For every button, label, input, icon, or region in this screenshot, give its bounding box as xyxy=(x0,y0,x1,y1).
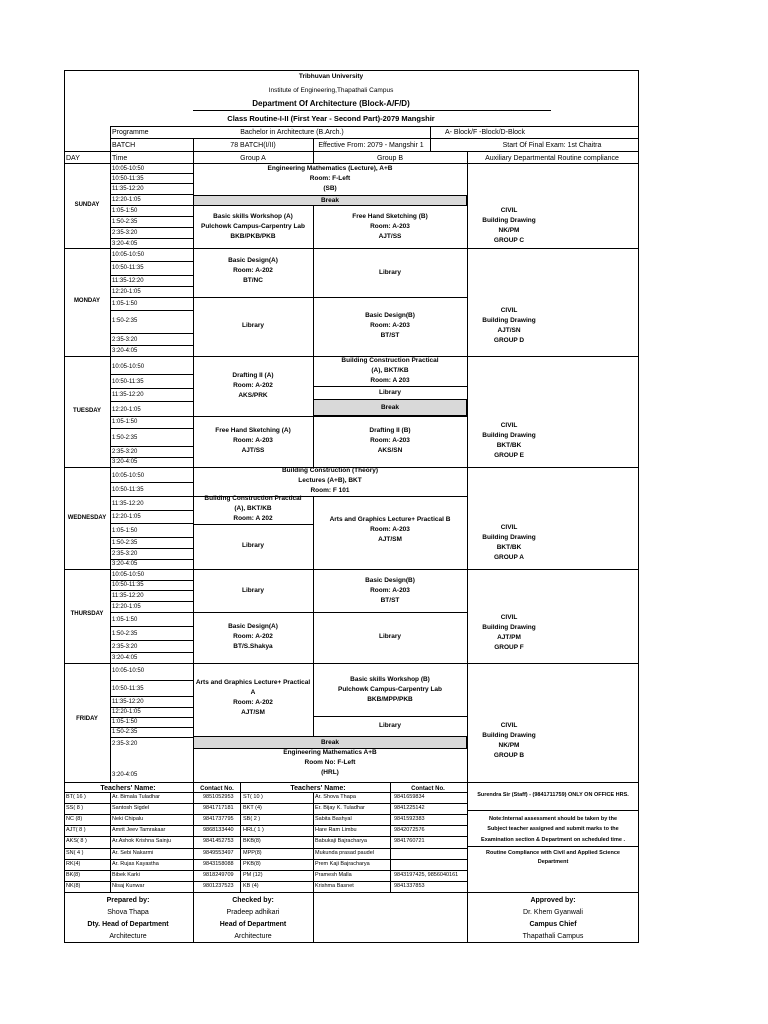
friday-math-lecture: Engineering Mathematics A+B Room No: F-Left (HRL) xyxy=(283,749,377,776)
sunday-math-lecture: Engineering Mathematics (Lecture), A+B Room: F-Left (SB) xyxy=(267,165,393,192)
time-slot: 11:35-12:20 xyxy=(112,501,144,507)
tuesday-library: Library xyxy=(378,388,402,396)
day-sunday: SUNDAY xyxy=(74,202,100,208)
effective-from: Effective From: 2079 - Mangshir 1 xyxy=(318,142,424,149)
day-label: DAY xyxy=(66,155,80,162)
friday-group-b-1: Basic skills Workshop (B) Pulchowk Campus-Carpentry Lab BKB/MPP/PKB xyxy=(337,676,443,703)
teacher-contact: 9841592383 xyxy=(394,816,425,823)
time-slot: 3:20-4:05 xyxy=(112,772,138,778)
teacher-code: BK(8) xyxy=(66,871,81,878)
department-name: Department Of Architecture (Block-A/F/D) xyxy=(252,99,410,108)
teacher-code: ST( 10 ) xyxy=(243,794,263,800)
teacher-name: Nisaj Kunwar xyxy=(112,882,145,889)
teacher-name: Hare Ram Limbu xyxy=(315,827,357,834)
teacher-code: BT( 16 ) xyxy=(66,794,86,800)
time-slot: 1:05-1:50 xyxy=(112,719,138,725)
tuesday-group-b-2: Drafting II (B) Room: A-203 AKS/SN xyxy=(369,427,411,454)
time-slot: 12:20-1:05 xyxy=(112,197,141,203)
teachers-header-left: Teachers' Name: xyxy=(100,785,156,792)
institute-name: Institute of Engineering,Thapathali Campus xyxy=(268,87,394,94)
teacher-contact: 9868133440 xyxy=(203,827,234,834)
batch-label: BATCH xyxy=(112,142,136,149)
teacher-contact: 9841225142 xyxy=(394,805,425,812)
approved-label: Approved by: xyxy=(530,897,576,904)
teacher-name: Pramesh Malla xyxy=(315,871,352,878)
checked-label: Checked by: xyxy=(232,897,274,904)
teacher-contact: 9843197425, 9856040161 xyxy=(394,871,459,878)
teacher-contact: 9841452753 xyxy=(203,838,234,845)
time-slot: 2:35-3:20 xyxy=(112,741,138,747)
prepared-dept: Architecture xyxy=(109,933,147,940)
group-a-label: Group A xyxy=(240,155,266,162)
teacher-name: Neki Chipalu xyxy=(112,816,144,823)
note-line: Subject teacher assigned and submit marks to the xyxy=(487,826,619,832)
time-slot: 3:20-4:05 xyxy=(112,655,138,661)
teacher-code: SB( 2 ) xyxy=(243,816,261,823)
wednesday-group-b: Arts and Graphics Lecture+ Practical B Room: A-203 AJT/SM xyxy=(329,516,451,543)
auxiliary-label: Auxiliary Departmental Routine compliance xyxy=(485,155,619,162)
time-slot: 1:50-2:35 xyxy=(112,729,138,735)
surendra-note: Surendra Sir (Staff) - (9841711759) ONLY ON OFFICE HRS. xyxy=(477,792,629,798)
time-slot: 10:50-11:35 xyxy=(112,265,144,271)
teacher-code: KB (4) xyxy=(243,882,259,889)
teacher-code: MPP(8) xyxy=(243,849,262,856)
contact-header-right: Contact No. xyxy=(411,786,445,792)
time-slot: 2:35-3:20 xyxy=(112,449,138,455)
programme-label: Programme xyxy=(112,129,149,136)
teacher-contact: 9841659834 xyxy=(394,794,425,800)
checked-title: Head of Department xyxy=(219,921,287,928)
batch-value: 78 BATCH(I/II) xyxy=(230,142,276,149)
time-slot: 10:05-10:50 xyxy=(112,364,145,370)
teacher-name: Ar. Rujas Kayastha xyxy=(112,860,159,867)
time-slot: 1:05-1:50 xyxy=(112,617,138,623)
teacher-contact: 9841760721 xyxy=(394,838,425,845)
time-slot: 1:05-1:50 xyxy=(112,301,138,307)
day-thursday: THURSDAY xyxy=(70,611,104,617)
prepared-title: Dty. Head of Department xyxy=(87,921,169,928)
group-b-label: Group B xyxy=(376,155,404,162)
teacher-code: PM (12) xyxy=(243,871,263,878)
wednesday-construction-theory: Building Construction (Theory) Lectures (A+B), BKT Room: F 101 xyxy=(281,466,379,494)
time-slot: 3:20-4:05 xyxy=(112,348,138,354)
tuesday-break: Break xyxy=(313,399,467,416)
teacher-code: NK(8) xyxy=(66,882,81,889)
time-slot: 10:05-10:50 xyxy=(112,668,145,674)
time-slot: 12:20-1:05 xyxy=(112,289,141,295)
teacher-code: AJT( 8 ) xyxy=(66,827,86,834)
teacher-code: AKS( 8 ) xyxy=(66,838,87,845)
teacher-name: Santosh Sigdel xyxy=(112,805,149,812)
time-slot: 11:35-12:20 xyxy=(112,699,144,705)
teacher-contact: 9841737795 xyxy=(203,816,234,823)
time-slot: 3:20-4:05 xyxy=(112,459,138,465)
time-slot: 2:35-3:20 xyxy=(112,644,138,650)
teacher-name: Mukunda prasad paudel xyxy=(315,849,375,856)
teacher-name: Ar.Ashok Krishna Sainju xyxy=(112,838,172,845)
day-wednesday: WEDNESDAY xyxy=(67,515,107,521)
teacher-contact: 9841717181 xyxy=(203,805,234,812)
teacher-name: Ar. Shova Thapa xyxy=(315,794,356,800)
compliance-line: Routine Compliance with Civil and Applied Science xyxy=(486,850,620,856)
wednesday-group-a-2: Library xyxy=(241,542,265,549)
teacher-name: Ar. Sebi Nakarmi xyxy=(112,849,154,856)
teacher-code: PKB(8) xyxy=(243,860,261,867)
teacher-contact: 9801237523 xyxy=(203,882,234,889)
teacher-code: SN( 4 ) xyxy=(66,849,84,856)
time-slot: 10:50-11:35 xyxy=(112,379,144,385)
time-slot: 2:35-3:20 xyxy=(112,230,138,236)
time-slot: 11:35-12:20 xyxy=(112,186,144,192)
time-slot: 1:50-2:35 xyxy=(112,631,138,637)
thursday-group-a-1: Library xyxy=(241,587,265,594)
monday-group-a-1: Basic Design(A) Room: A-202 BT/NC xyxy=(228,257,278,284)
thursday-aux: CIVIL Building Drawing AJT/PM GROUP F xyxy=(482,614,536,651)
teacher-code: BKB(8) xyxy=(243,838,261,845)
time-slot: 10:50-11:35 xyxy=(112,582,144,588)
thursday-group-a-2: Basic Design(A) Room: A-202 BT/S.Shakya xyxy=(228,623,278,650)
time-slot: 10:05-10:50 xyxy=(112,166,145,172)
time-slot: 1:05-1:50 xyxy=(112,528,138,534)
teacher-code: BKT (4) xyxy=(243,805,262,812)
approved-name: Dr. Khem Gyanwali xyxy=(523,909,583,916)
teacher-contact: 9843158088 xyxy=(203,860,234,867)
time-slot: 10:05-10:50 xyxy=(112,252,145,258)
teacher-code: NC (8) xyxy=(66,816,83,823)
tuesday-group-a-2: Free Hand Sketching (A) Room: A-203 AJT/SS xyxy=(215,427,291,454)
day-friday: FRIDAY xyxy=(76,716,98,722)
teacher-contact: 9851052953 xyxy=(203,794,234,800)
thursday-group-b-1: Basic Design(B) Room: A-203 BT/ST xyxy=(365,577,415,604)
university-name: Tribhuvan University xyxy=(298,73,364,80)
tuesday-group-b-1: Building Construction Practical (A), BKT/KB Room: A 203 xyxy=(341,357,439,384)
prepared-label: Prepared by: xyxy=(106,897,150,904)
note-line: Note:Internal assessment should be taken by the xyxy=(488,816,618,822)
monday-aux: CIVIL Building Drawing AJT/SN GROUP D xyxy=(482,307,536,344)
teacher-name: Prem Kaji Bajracharya xyxy=(315,860,370,867)
teacher-name: Er. Bijay K. Tuladhar xyxy=(315,805,365,812)
wednesday-group-a-1: Building Construction Practical (A), BKT/KB Room: A 202 xyxy=(204,495,302,522)
teacher-contact: 9818249709 xyxy=(203,871,234,878)
approved-campus: Thapathali Campus xyxy=(522,933,584,940)
time-slot: 2:35-3:20 xyxy=(112,337,138,343)
teacher-name: Ar. Bimala Tuladhar xyxy=(112,794,160,800)
routine-title: Class Routine-I-II (First Year - Second Part)-2079 Mangshir xyxy=(227,114,435,123)
sunday-group-a: Basic skills Workshop (A) Pulchowk Campus-Carpentry Lab BKB/PKB/PKB xyxy=(200,213,306,240)
time-slot: 1:50-2:35 xyxy=(112,219,138,225)
approved-title: Campus Chief xyxy=(529,921,577,928)
time-slot: 3:20-4:05 xyxy=(112,241,138,247)
time-label: Time xyxy=(112,155,128,162)
compliance-line: Department xyxy=(537,859,569,865)
checked-name: Pradeep adhikari xyxy=(226,909,280,916)
teacher-name: Babukaji Bajracharya xyxy=(315,838,367,845)
time-slot: 10:50-11:35 xyxy=(112,176,144,182)
monday-group-b-1: Library xyxy=(378,268,402,276)
time-slot: 11:35-12:20 xyxy=(112,392,144,398)
teacher-name: Amrit Jeev Tamrakaar xyxy=(112,827,166,834)
checked-dept: Architecture xyxy=(234,933,272,940)
friday-group-b-2: Library xyxy=(378,722,402,729)
time-slot: 10:05-10:50 xyxy=(112,572,145,578)
programme-value: Bachelor in Architecture (B.Arch.) xyxy=(240,129,344,136)
time-slot: 1:50-2:35 xyxy=(112,318,138,324)
sunday-aux: CIVIL Building Drawing NK/PM GROUP C xyxy=(482,206,536,244)
teacher-code: SS( 8 ) xyxy=(66,805,84,812)
friday-aux: CIVIL Building Drawing NK/PM GROUP B xyxy=(482,722,536,759)
blocks-value: A- Block/F -Block/D-Block xyxy=(444,129,526,136)
time-slot: 12:20-1:05 xyxy=(112,604,141,610)
time-slot: 1:05-1:50 xyxy=(112,208,138,214)
note-line: Examination section & Department on scheduled time . xyxy=(481,837,625,843)
tuesday-aux: CIVIL Building Drawing BKT/BK GROUP E xyxy=(482,422,536,459)
day-monday: MONDAY xyxy=(73,298,101,304)
teachers-header-right: Teachers' Name: xyxy=(290,785,346,792)
teacher-contact: 9842072576 xyxy=(394,827,425,834)
time-slot: 1:05-1:50 xyxy=(112,419,138,425)
teacher-code: HRL( 1 ) xyxy=(243,827,264,834)
time-slot: 10:50-11:35 xyxy=(112,487,144,493)
time-slot: 10:05-10:50 xyxy=(112,473,145,479)
wednesday-aux: CIVIL Building Drawing BKT/BK GROUP A xyxy=(482,524,536,561)
sunday-group-b: Free Hand Sketching (B) Room: A-203 AJT/SS xyxy=(352,213,428,240)
friday-group-a: Arts and Graphics Lecture+ Practical A Room: A-202 AJT/SM xyxy=(195,679,311,716)
contact-header-left: Contact No. xyxy=(200,786,234,792)
time-slot: 12:20-1:05 xyxy=(112,407,141,413)
time-slot: 1:50-2:35 xyxy=(112,435,138,441)
time-slot: 11:35-12:20 xyxy=(112,593,144,599)
teacher-name: Bibek Karki xyxy=(112,871,140,878)
sunday-break: Break xyxy=(193,195,467,206)
teacher-contact: 9841337853 xyxy=(394,882,425,889)
monday-group-b-2: Basic Design(B) Room: A-203 BT/ST xyxy=(365,312,415,339)
tuesday-group-a-1: Drafting II (A) Room: A-202 AKS/PRK xyxy=(232,372,274,399)
monday-group-a-2: Library xyxy=(241,322,265,329)
teacher-name: Krishma Basnet xyxy=(315,882,354,889)
time-slot: 2:35-3:20 xyxy=(112,551,138,557)
time-slot: 12:20-1:05 xyxy=(112,709,141,715)
time-slot: 1:50-2:35 xyxy=(112,540,138,546)
time-slot: 3:20-4:05 xyxy=(112,561,138,567)
final-exam: Start Of Final Exam: 1st Chaitra xyxy=(502,142,602,149)
prepared-name: Shova Thapa xyxy=(107,909,149,916)
teacher-contact: 9849553497 xyxy=(203,849,234,856)
day-tuesday: TUESDAY xyxy=(72,408,102,414)
thursday-group-b-2: Library xyxy=(378,633,402,640)
time-slot: 11:35-12:20 xyxy=(112,278,144,284)
teacher-code: RK(4) xyxy=(66,860,81,867)
teacher-name: Sabita Bashyal xyxy=(315,816,352,823)
time-slot: 10:50-11:35 xyxy=(112,686,144,692)
time-slot: 12:20-1:05 xyxy=(112,514,141,520)
friday-break: Break xyxy=(193,736,467,749)
